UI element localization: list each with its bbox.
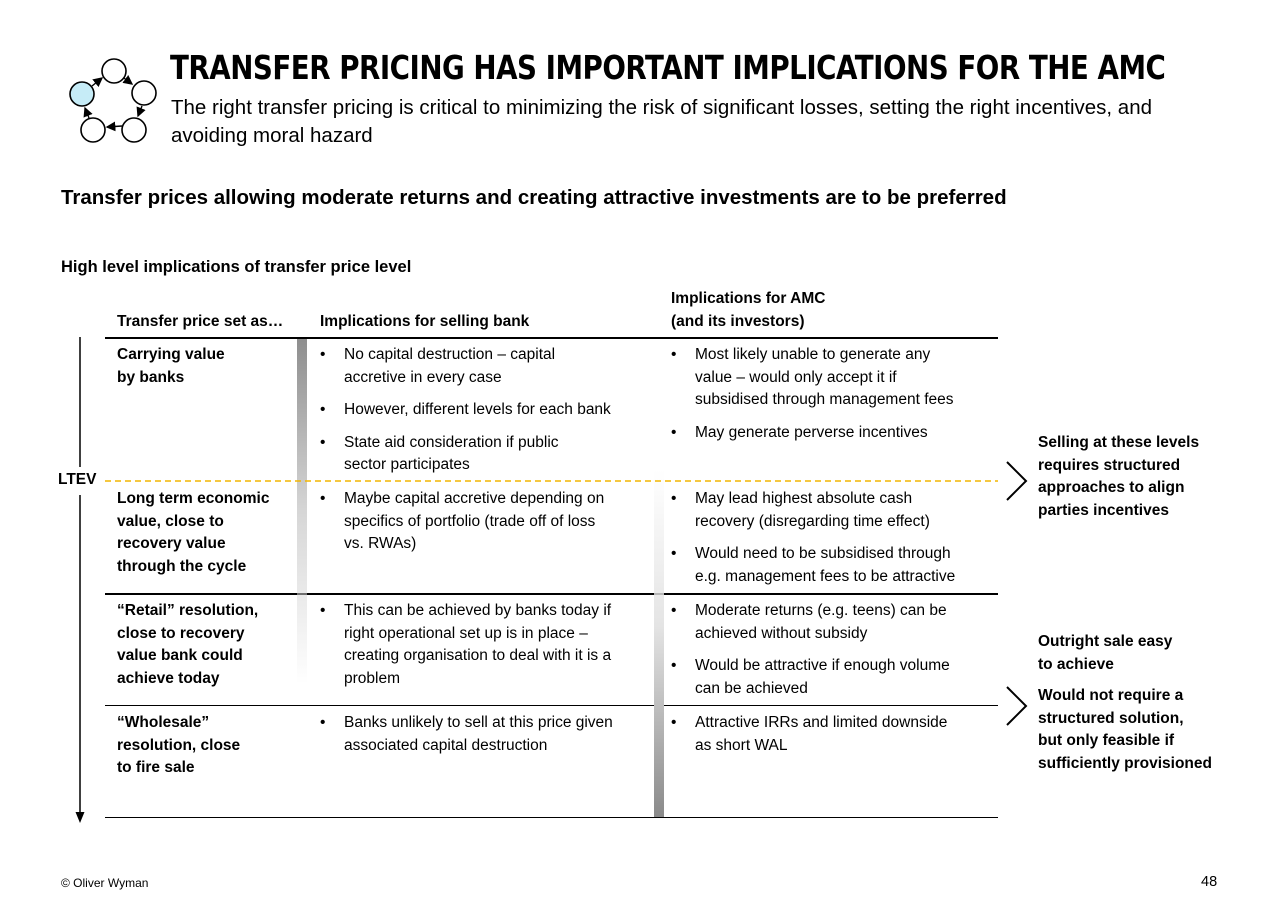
list-item [320,712,650,757]
bullet-line: can be achieved [695,679,808,697]
bank-implications-retail-resolution [320,600,650,700]
list-item [671,344,1001,412]
bullet-line: • This can be achieved by banks today if [344,602,612,619]
side-note-line: approaches to align [1038,479,1185,496]
list-item [671,712,1001,757]
row-label-retail-resolution [117,600,302,690]
bullet-line: • May generate perverse incentives [695,423,928,441]
bullet-line: • Most likely unable to generate any [695,346,931,363]
row-label-line: value bank could [117,647,243,664]
column-header-amc [671,287,825,333]
list-item [671,600,1001,645]
amc-implications-retail-resolution [671,600,1001,710]
bullet-line: • However, different levels for each bank [344,401,611,418]
amc-implications-long-term-value [671,488,1001,598]
bullet-line: • Would be attractive if enough volume [695,657,950,674]
side-note-line: sufficiently provisioned [1038,754,1212,772]
list-item [671,422,1001,445]
chevron-right-icon [1004,685,1030,727]
ltev-label: LTEV [58,471,97,488]
side-note-outright-sale [1038,631,1172,676]
bullet-line: right operational set up is in place – [344,624,588,642]
list-item [320,399,650,422]
table-header-rule [105,337,998,339]
bank-implications-long-term-value [320,488,650,566]
side-note-no-structured-solution [1038,685,1212,775]
headline: Transfer prices allowing moderate returns and creating attractive investments are to be preferred [61,186,1007,209]
side-note-line: structured solution, [1038,709,1184,727]
row-label-line: to fire sale [117,759,195,776]
transfer-price-axis-arrow [73,337,87,827]
bullet-line: specifics of portfolio (trade off of loss [344,512,596,530]
bullet-line: value – would only accept it if [695,368,897,386]
bank-implications-carrying-value [320,344,650,487]
side-note-line: parties incentives [1038,501,1169,519]
list-item [320,344,650,389]
bullet-line: • Would need to be subsidised through [695,545,951,562]
column-header-bank: Implications for selling bank [320,313,530,330]
list-item [671,655,1001,700]
list-item [320,488,650,556]
bullet-line: as short WAL [695,736,788,754]
list-item [320,600,650,690]
bullet-line: vs. RWAs) [344,535,417,552]
bullet-line: • May lead highest absolute cash [695,490,913,507]
bullet-line: problem [344,669,400,687]
amc-implications-carrying-value [671,344,1001,454]
list-item [320,432,650,477]
bullet-line: • Moderate returns (e.g. teens) can be [695,602,947,619]
cycle-circles-icon [64,56,160,148]
row-label-line: value, close to [117,512,224,530]
bullet-line: creating organisation to deal with it is a [344,647,612,664]
row-label-line: Long term economic [117,490,270,507]
bullet-line: • Maybe capital accretive depending on [344,490,605,507]
list-item [671,488,1001,533]
list-item [671,543,1001,588]
side-note-structured-approaches [1038,432,1199,522]
side-note-line: but only feasible if [1038,732,1175,749]
column-header-amc-line: Implications for AMC [671,290,826,307]
bullet-line: • Banks unlikely to sell at this price given [344,714,613,731]
row-label-wholesale-resolution [117,712,302,780]
bullet-line: sector participates [344,456,470,473]
bullet-line: subsidised through management fees [695,391,954,408]
amc-implications-wholesale-resolution [671,712,1001,767]
section-label: High level implications of transfer price level [61,258,412,276]
bullet-line: accretive in every case [344,368,502,386]
table-bottom-rule [105,817,998,818]
row-label-line: “Retail” resolution, [117,602,259,619]
row-label-line: close to recovery [117,624,245,642]
row-label-line: “Wholesale” [117,714,210,731]
column-header-price: Transfer price set as… [117,313,284,330]
bullet-line: • No capital destruction – capital [344,346,556,363]
row-label-line: Carrying value [117,346,225,363]
chevron-right-icon [1004,460,1030,502]
page-number: 48 [1201,874,1218,890]
bullet-line: • State aid consideration if public [344,433,559,451]
side-note-line: Would not require a [1038,687,1184,704]
amc-gradient-bar [654,470,664,817]
copyright: © Oliver Wyman [61,876,149,890]
row-label-carrying-value [117,344,302,389]
row-label-line: through the cycle [117,557,247,575]
bullet-line: recovery (disregarding time effect) [695,512,930,530]
side-note-line: to achieve [1038,655,1114,673]
row-label-line: achieve today [117,669,220,687]
bullet-line: • Attractive IRRs and limited downside [695,714,948,731]
page-subtitle: The right transfer pricing is critical to minimizing the risk of significant losses, setting the right incentives, and avoiding moral hazard [171,96,1152,147]
row-label-line: recovery value [117,535,226,552]
column-header-amc-line: (and its investors) [671,313,805,330]
row-label-long-term-value [117,488,302,578]
row-label-line: resolution, close [117,736,241,754]
bank-implications-wholesale-resolution [320,712,650,767]
bullet-line: associated capital destruction [344,736,548,754]
side-note-line: Selling at these levels [1038,434,1200,451]
page-title: TRANSFER PRICING HAS IMPORTANT IMPLICATIONS FOR THE AMC [170,48,1166,87]
side-note-line: Outright sale easy [1038,633,1173,650]
bullet-line: achieved without subsidy [695,624,868,642]
bullet-line: e.g. management fees to be attractive [695,567,956,585]
side-note-line: requires structured [1038,456,1181,474]
row-label-line: by banks [117,368,185,386]
